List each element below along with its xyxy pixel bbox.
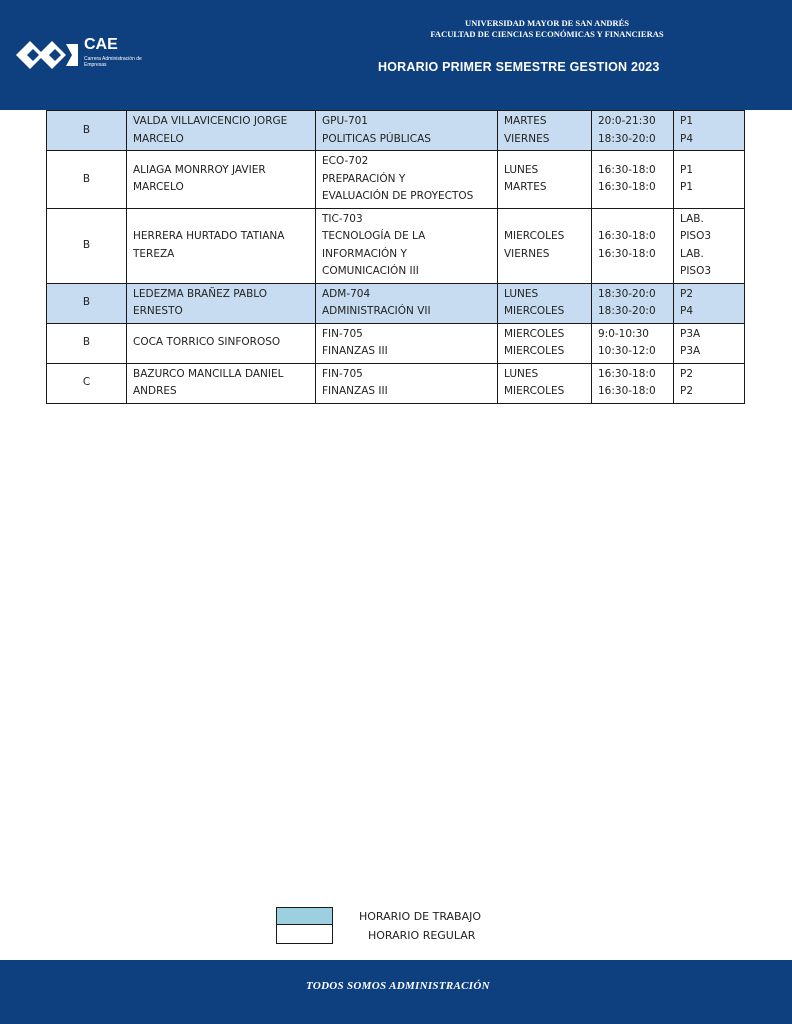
group-cell: B <box>47 208 127 283</box>
days-cell <box>498 363 592 403</box>
group-cell: C <box>47 363 127 403</box>
teacher-cell <box>127 111 316 151</box>
times-cell-line: 18:30-20:0 <box>598 132 656 145</box>
days-cell-line: VIERNES <box>504 132 550 145</box>
subject-cell-line: FINANZAS III <box>322 345 388 357</box>
rooms-cell-line: P3A <box>680 327 701 340</box>
subject-cell <box>316 363 498 403</box>
rooms-cell-line: LAB. <box>680 247 704 260</box>
legend-work-label: HORARIO DE TRABAJO <box>359 910 482 923</box>
logo-subtitle: Carrera Administración de Empresas <box>84 56 142 68</box>
teacher-cell <box>127 208 316 283</box>
times-cell-line: 16:30-18:0 <box>598 247 656 260</box>
teacher-cell <box>127 283 316 323</box>
group-cell: B <box>47 323 127 363</box>
legend-regular-label: HORARIO REGULAR <box>368 929 476 942</box>
page-title: HORARIO PRIMER SEMESTRE GESTION 2023 <box>378 60 660 74</box>
subject-cell-line: INFORMACIÓN Y <box>322 247 407 260</box>
subject-cell-line: GPU-701 <box>322 115 368 127</box>
days-cell <box>498 111 592 151</box>
rooms-cell-line: LAB. <box>680 212 704 225</box>
rooms-cell <box>674 283 745 323</box>
times-cell-line: 18:30-20:0 <box>598 287 656 300</box>
days-cell-line: LUNES <box>504 367 539 380</box>
subject-cell-line: ECO-702 <box>322 155 369 167</box>
rooms-cell-line: PISO3 <box>680 230 712 242</box>
subject-cell-line: ADM-704 <box>322 287 371 300</box>
teacher-cell-line: TEREZA <box>133 247 175 260</box>
times-cell-line: 16:30-18:0 <box>598 367 656 380</box>
group-cell: B <box>47 111 127 151</box>
teacher-cell-line: BAZURCO MANCILLA DANIEL <box>133 367 284 380</box>
schedule-table <box>46 110 745 404</box>
subject-cell <box>316 151 498 209</box>
teacher-cell-line: ERNESTO <box>133 305 183 317</box>
subject-cell-line: FIN-705 <box>322 327 363 340</box>
days-cell-line: LUNES <box>504 163 539 176</box>
teacher-cell <box>127 323 316 363</box>
rooms-cell <box>674 323 745 363</box>
days-cell-line: MIERCOLES <box>504 230 565 242</box>
group-cell: B <box>47 283 127 323</box>
university-name: UNIVERSIDAD MAYOR DE SAN ANDRÉS <box>464 18 630 28</box>
times-cell-line: 10:30-12:0 <box>598 345 656 357</box>
subject-cell-line: FINANZAS III <box>322 385 388 397</box>
subject-cell-line: ADMINISTRACIÓN VII <box>322 305 431 317</box>
subject-cell-line: EVALUACIÓN DE PROYECTOS <box>322 190 474 202</box>
times-cell-line: 16:30-18:0 <box>598 163 656 176</box>
days-cell-line: MARTES <box>504 181 547 194</box>
times-cell-line: 20:0-21:30 <box>598 115 656 127</box>
subject-cell-line: TIC-703 <box>322 212 363 225</box>
rooms-cell-line: P4 <box>680 132 694 145</box>
teacher-cell-line: ANDRES <box>133 385 177 397</box>
schedule-body <box>47 111 745 404</box>
teacher-cell-line: MARCELO <box>133 132 184 145</box>
logo-text: CAE <box>84 36 118 53</box>
subject-cell-line: POLITICAS PÚBLICAS <box>322 132 431 145</box>
teacher-cell-line: VALDA VILLAVICENCIO JORGE <box>133 115 288 127</box>
page-footer <box>0 960 792 1024</box>
times-cell <box>592 323 674 363</box>
subject-cell <box>316 208 498 283</box>
rooms-cell <box>674 111 745 151</box>
subject-cell-line: PREPARACIÓN Y <box>322 172 406 185</box>
teacher-cell-line: MARCELO <box>133 181 184 194</box>
table-row <box>47 208 745 283</box>
table-row <box>47 283 745 323</box>
cae-logo-icon <box>16 38 80 72</box>
days-cell-line: MARTES <box>504 115 547 127</box>
days-cell <box>498 151 592 209</box>
legend-work-swatch <box>276 907 333 925</box>
legend-regular-swatch <box>276 925 333 944</box>
times-cell-line: 16:30-18:0 <box>598 181 656 194</box>
days-cell-line: MIERCOLES <box>504 327 565 340</box>
teacher-cell <box>127 151 316 209</box>
rooms-cell-line: P1 <box>680 181 694 194</box>
times-cell-line: 16:30-18:0 <box>598 230 656 242</box>
rooms-cell-line: P2 <box>680 367 694 380</box>
footer-slogan: TODOS SOMOS ADMINISTRACIÓN <box>306 980 490 992</box>
days-cell <box>498 283 592 323</box>
subject-cell-line: FIN-705 <box>322 367 363 380</box>
times-cell <box>592 283 674 323</box>
times-cell <box>592 208 674 283</box>
subject-cell <box>316 111 498 151</box>
days-cell-line: VIERNES <box>504 247 550 260</box>
rooms-cell-line: P2 <box>680 385 694 397</box>
rooms-cell <box>674 151 745 209</box>
table-row <box>47 363 745 403</box>
rooms-cell-line: P4 <box>680 305 694 317</box>
rooms-cell-line: P3A <box>680 345 701 357</box>
subject-cell-line: COMUNICACIÓN III <box>322 265 419 277</box>
rooms-cell-line: P2 <box>680 287 694 300</box>
days-cell-line: LUNES <box>504 287 539 300</box>
times-cell <box>592 363 674 403</box>
subject-cell <box>316 323 498 363</box>
table-row <box>47 151 745 209</box>
subject-cell-line: TECNOLOGÍA DE LA <box>322 230 426 242</box>
times-cell-line: 18:30-20:0 <box>598 305 656 317</box>
teacher-cell-line: COCA TORRICO SINFOROSO <box>133 336 281 349</box>
times-cell <box>592 111 674 151</box>
rooms-cell-line: PISO3 <box>680 265 712 277</box>
rooms-cell-line: P1 <box>680 163 694 176</box>
teacher-cell-line: HERRERA HURTADO TATIANA <box>133 230 285 242</box>
days-cell-line: MIERCOLES <box>504 305 565 317</box>
days-cell <box>498 323 592 363</box>
table-row <box>47 111 745 151</box>
rooms-cell <box>674 363 745 403</box>
teacher-cell-line: LEDEZMA BRAÑEZ PABLO <box>133 287 268 300</box>
subject-cell <box>316 283 498 323</box>
times-cell <box>592 151 674 209</box>
times-cell-line: 9:0-10:30 <box>598 327 649 340</box>
rooms-cell-line: P1 <box>680 115 694 127</box>
teacher-cell <box>127 363 316 403</box>
faculty-name: FACULTAD DE CIENCIAS ECONÓMICAS Y FINANCIERAS <box>430 29 664 39</box>
rooms-cell <box>674 208 745 283</box>
teacher-cell-line: ALIAGA MONRROY JAVIER <box>133 163 266 176</box>
days-cell-line: MIERCOLES <box>504 385 565 397</box>
group-cell: B <box>47 151 127 209</box>
table-row <box>47 323 745 363</box>
days-cell-line: MIERCOLES <box>504 345 565 357</box>
page-header <box>0 0 792 110</box>
days-cell <box>498 208 592 283</box>
times-cell-line: 16:30-18:0 <box>598 385 656 397</box>
